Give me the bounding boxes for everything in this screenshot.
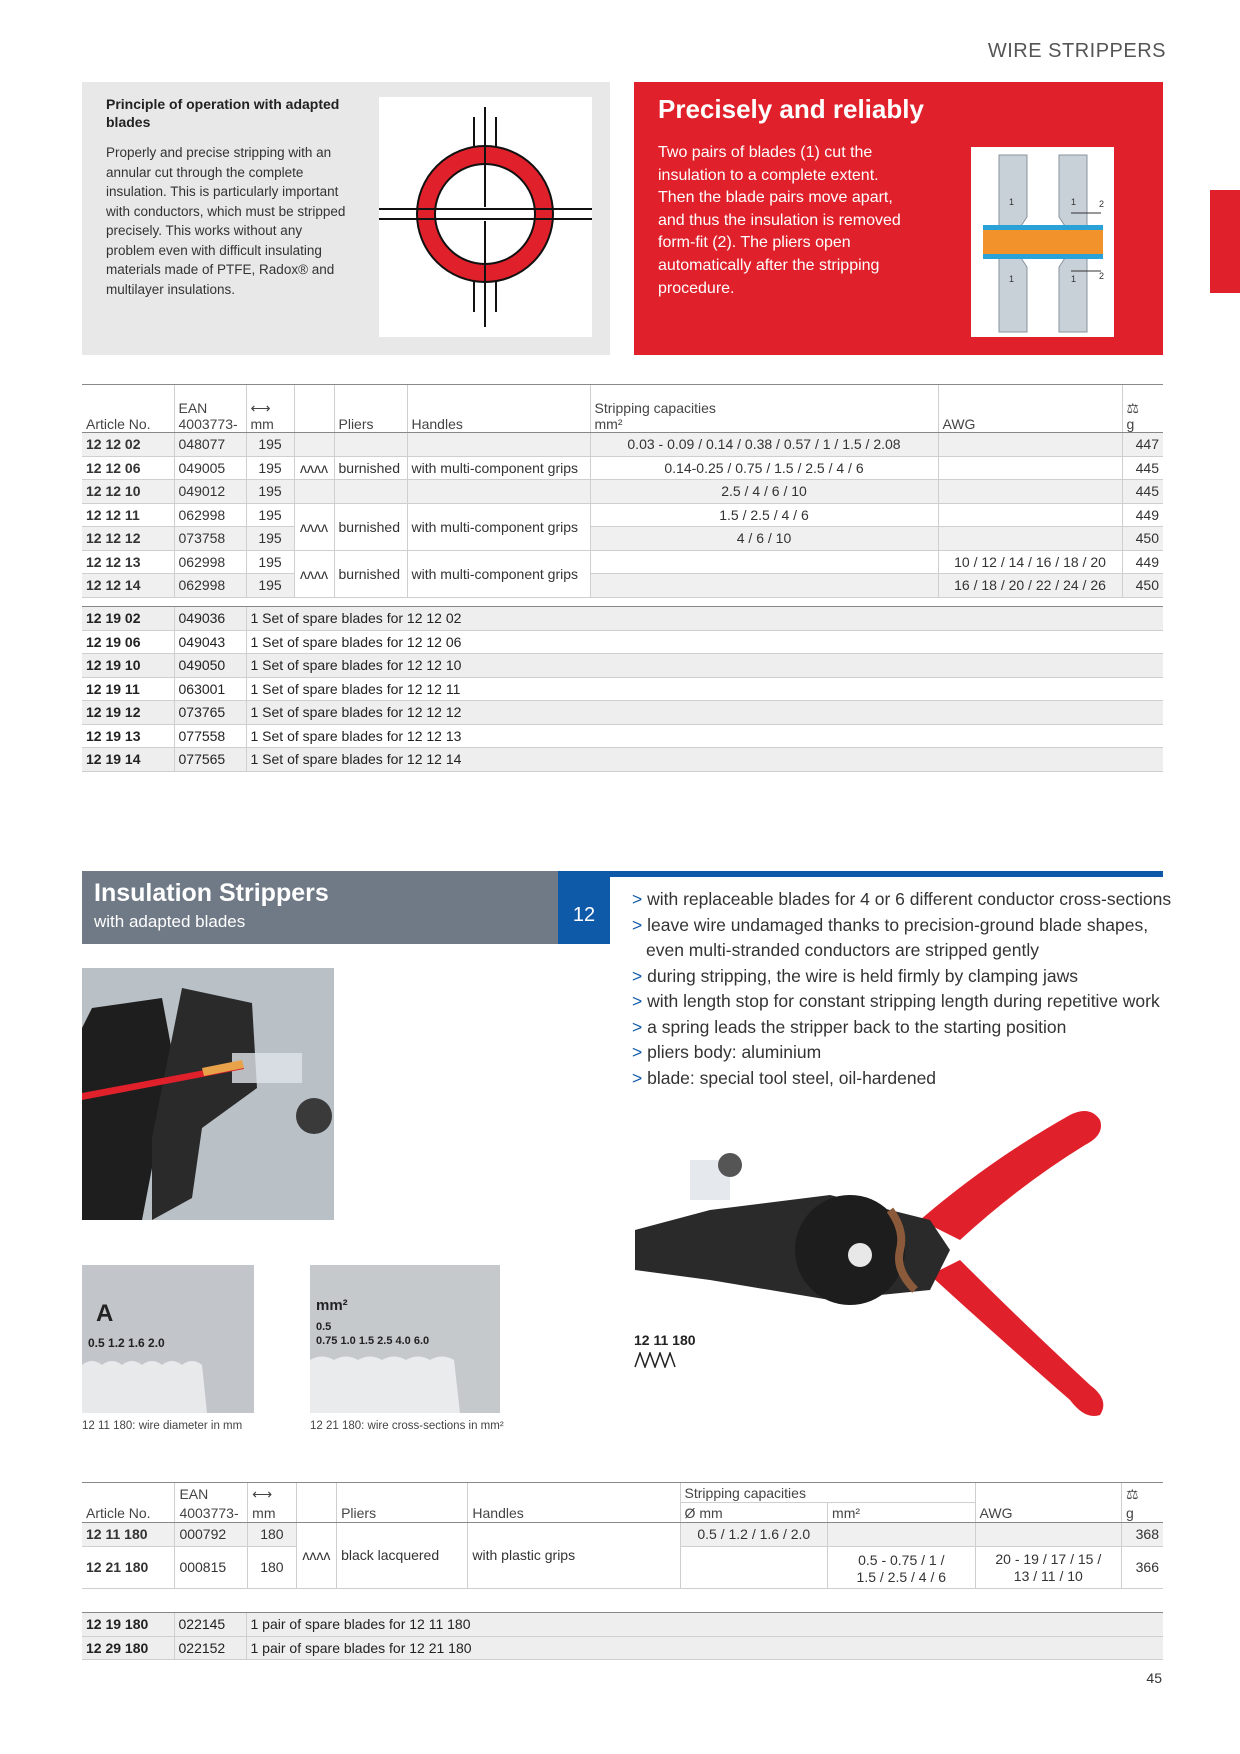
table-row: 12 19 02 049036 1 Set of spare blades for 12 12 02 xyxy=(82,607,1163,631)
section-number: 12 xyxy=(558,871,610,944)
table-row: 12 29 180 022152 1 pair of spare blades for 12 21 180 xyxy=(82,1636,1163,1660)
blade-unit: mm² xyxy=(316,1297,348,1314)
col-awg: AWG xyxy=(938,385,1122,433)
blade-scale-1: 0.5 xyxy=(316,1321,332,1333)
blade-label-1d: 1 xyxy=(1071,274,1077,284)
table-row: 12 12 06 049005 195 ʌʌʌʌ burnished with multi-component grips 0.14-0.25 / 0.75 / 1.5 / 2.5 / 4 / 6 445 xyxy=(82,456,1163,480)
table-row: 12 12 14 062998 195 16 / 18 / 20 / 22 / 24 / 26 450 xyxy=(82,574,1163,598)
wire-strippers-table xyxy=(82,384,1163,598)
table-row: 12 19 180 022145 1 pair of spare blades for 12 11 180 xyxy=(82,1613,1163,1637)
list-item: > leave wire undamaged thanks to precision-ground blade shapes, even multi-stranded conductors are stripped gently xyxy=(632,913,1172,964)
zigzag-blade-icon xyxy=(634,1352,676,1373)
blade-diameter-photo xyxy=(82,1265,254,1413)
list-item: > pliers body: aluminium xyxy=(632,1040,1172,1066)
col-cross-section: mm² xyxy=(828,1503,976,1523)
blade-pairs-diagram xyxy=(971,147,1114,337)
list-item: > with replaceable blades for 4 or 6 different conductor cross-sections xyxy=(632,887,1172,913)
col-capacity: Stripping capacities mm² xyxy=(590,385,938,433)
spare-blades-table xyxy=(82,606,1163,772)
blade-label-2b: 2 xyxy=(1099,271,1105,281)
weight-scale-icon: ⚖ xyxy=(1126,400,1140,416)
col-pliers: Pliers xyxy=(334,385,407,433)
zigzag-blade-icon: ʌʌʌʌ xyxy=(296,1523,336,1589)
table-row: 12 12 02 048077 195 0.03 - 0.09 / 0.14 / 0.38 / 0.57 / 1 / 1.5 / 2.08 447 xyxy=(82,433,1163,457)
principle-title: Principle of operation with adapted blades xyxy=(106,96,340,130)
col-article: Article No. xyxy=(82,385,174,433)
table-row: 12 19 12 073765 1 Set of spare blades for 12 12 12 xyxy=(82,701,1163,725)
table-row: 12 12 13 062998 195 ʌʌʌʌ burnished with multi-component grips 10 / 12 / 14 / 16 / 18 / 20 449 xyxy=(82,550,1163,574)
spare-blades-table-2 xyxy=(82,1612,1163,1660)
precise-reliable-box xyxy=(634,82,1163,355)
col-length: ⟷ mm xyxy=(246,385,294,433)
section-rule xyxy=(610,871,1163,877)
principle-body: Properly and precise stripping with an annular cut through the complete insulation. This is particularly important with conductors, which must be stripped precisely. This works without any problem even with difficult insulating materials made of PTFE, Radox® and multilayer insulations. xyxy=(106,145,346,297)
zigzag-blade-icon: ʌʌʌʌ xyxy=(294,503,334,550)
col-handles: Handles xyxy=(407,385,590,433)
col-ean: EAN 4003773- xyxy=(174,385,246,433)
section-subtitle: with adapted blades xyxy=(94,912,246,931)
list-item: > a spring leads the stripper back to the starting position xyxy=(632,1015,1172,1041)
zigzag-blade-icon: ʌʌʌʌ xyxy=(294,456,334,480)
table-row: 12 11 180 000792 180 ʌʌʌʌ black lacquered with plastic grips 0.5 / 1.2 / 1.6 / 2.0 368 xyxy=(82,1523,1163,1547)
principle-text xyxy=(106,95,346,299)
page-number: 45 xyxy=(1146,1670,1162,1686)
stripper-closeup-photo xyxy=(82,968,334,1220)
col-capacity: Stripping capacities xyxy=(680,1483,975,1503)
blade-cross-section-caption: 12 21 180: wire cross-sections in mm² xyxy=(310,1420,504,1432)
col-awg: AWG xyxy=(975,1503,1121,1523)
length-arrow-icon: ⟷ xyxy=(248,1483,296,1503)
blade-label-1: 1 xyxy=(1009,197,1015,207)
col-article: Article No. xyxy=(82,1503,175,1523)
blade-scale: 0.5 1.2 1.6 2.0 xyxy=(88,1336,165,1350)
table-row: 12 19 10 049050 1 Set of spare blades for 12 12 10 xyxy=(82,654,1163,678)
col-pliers: Pliers xyxy=(337,1503,468,1523)
insulation-stripper-photo xyxy=(630,1100,1135,1460)
blade-scale-2: 0.75 1.0 1.5 2.5 4.0 6.0 xyxy=(316,1335,430,1347)
section-title: Insulation Strippers xyxy=(94,879,329,907)
col-diameter: Ø mm xyxy=(680,1503,828,1523)
precise-body: Two pairs of blades (1) cut the insulation to a complete extent. Then the blade pairs move apart, and thus the insulation is removed form-fit (2). The pliers open automatically after the stripping procedure. xyxy=(658,144,901,297)
table-row: 12 12 11 062998 195 ʌʌʌʌ burnished with multi-component grips 1.5 / 2.5 / 4 / 6 449 xyxy=(82,503,1163,527)
table-row: 12 12 10 049012 195 2.5 / 4 / 6 / 10 445 xyxy=(82,480,1163,504)
weight-scale-icon: ⚖ xyxy=(1122,1483,1163,1503)
col-blade-icon xyxy=(294,385,334,433)
table-row: 12 12 12 073758 195 4 / 6 / 10 450 xyxy=(82,527,1163,551)
blade-label-2: 2 xyxy=(1099,199,1105,209)
blade-diameter-caption: 12 11 180: wire diameter in mm xyxy=(82,1420,243,1432)
table-row: 12 19 06 049043 1 Set of spare blades for 12 12 06 xyxy=(82,630,1163,654)
feature-list xyxy=(632,887,1172,1091)
insulation-strippers-table: EAN ⟷ Stripping capacities ⚖ Article No. 4003773- mm Pliers Handles Ø mm mm² AWG g 12 11 180 000792 180 ʌʌʌʌ black lacquered with plastic grips 0.5 / 1.2 / 1.6 / 2.0 368 12 21 180 000815 180 0.5 - 0.75 / 1 / 1.5 / 2.5 / 4 / 6 20 - 19 / 17 / 15 / 13 / 11 / 10 366 xyxy=(82,1482,1163,1589)
table-row: 12 19 11 063001 1 Set of spare blades for 12 12 11 xyxy=(82,677,1163,701)
table-row: 12 21 180 000815 180 0.5 - 0.75 / 1 / 1.5 / 2.5 / 4 / 6 20 - 19 / 17 / 15 / 13 / 11 / 10 366 xyxy=(82,1547,1163,1589)
blade-label-1b: 1 xyxy=(1071,197,1077,207)
col-handles: Handles xyxy=(468,1503,680,1523)
list-item: > with length stop for constant stripping length during repetitive work xyxy=(632,989,1172,1015)
col-weight: ⚖ g xyxy=(1122,385,1163,433)
blade-letter: A xyxy=(96,1300,114,1327)
principle-box xyxy=(82,82,610,355)
pliers-article-code: 12 11 180 xyxy=(634,1332,696,1348)
list-item: > during stripping, the wire is held firmly by clamping jaws xyxy=(632,964,1172,990)
table-row: 12 19 14 077565 1 Set of spare blades for 12 12 14 xyxy=(82,748,1163,772)
zigzag-blade-icon: ʌʌʌʌ xyxy=(294,550,334,597)
precise-title: Precisely and reliably xyxy=(658,94,924,124)
annular-cut-diagram xyxy=(379,97,592,337)
table-row: 12 19 13 077558 1 Set of spare blades for 12 12 13 xyxy=(82,724,1163,748)
blade-cross-section-photo xyxy=(310,1265,500,1413)
chapter-tab-marker xyxy=(1210,190,1240,293)
list-item: > blade: special tool steel, oil-hardened xyxy=(632,1066,1172,1092)
section-heading xyxy=(82,871,558,944)
blade-label-1c: 1 xyxy=(1009,274,1015,284)
col-ean: EAN xyxy=(175,1483,248,1503)
length-arrow-icon: ⟷ xyxy=(250,400,271,416)
section-header-title: WIRE STRIPPERS xyxy=(987,40,1166,62)
